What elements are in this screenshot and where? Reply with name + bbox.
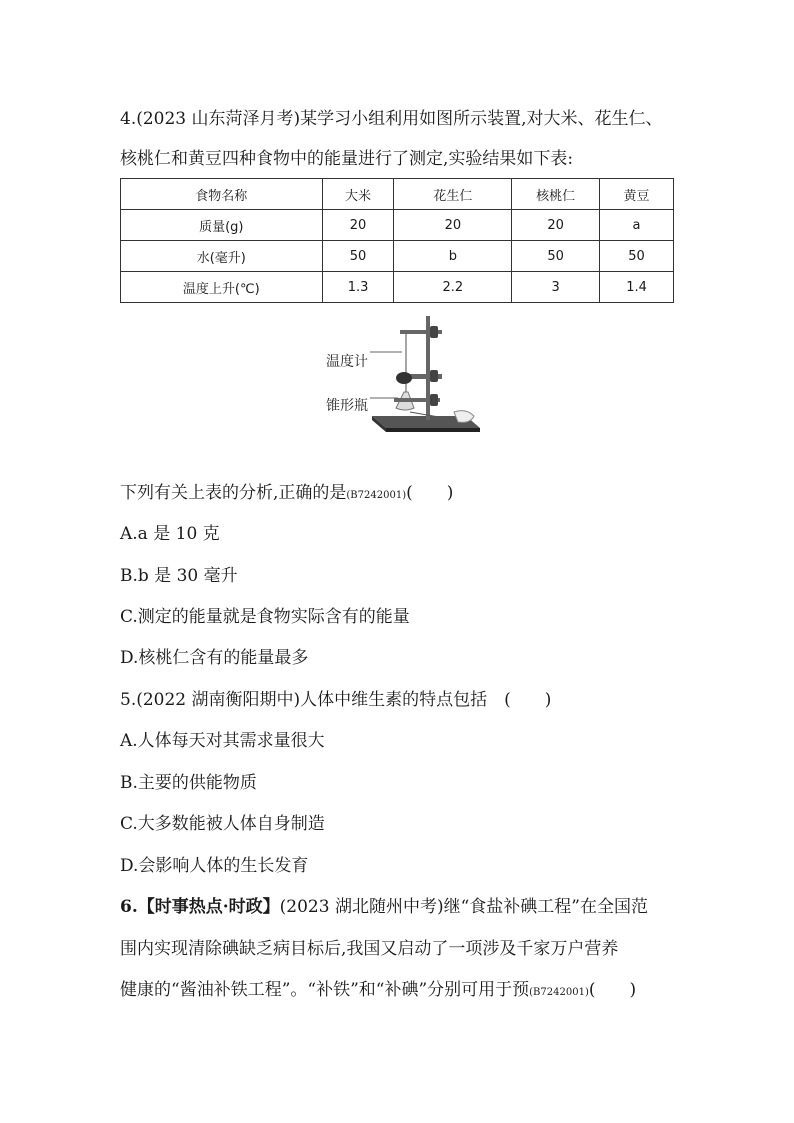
question-code: (B7242001) [346, 490, 407, 501]
table-header-cell: 大米 [322, 179, 394, 210]
table-row [121, 272, 674, 303]
table-cell: 20 [394, 210, 512, 241]
q6-line1: 6.【时事热点·时政】(2023 湖北随州中考)继“食盐补碘工程”在全国范 [120, 897, 648, 917]
q5-line: 5.(2022 湖南衡阳期中)人体中维生素的特点包括 ( ) [120, 690, 552, 710]
table-cell: 50 [322, 241, 394, 272]
table-cell: 1.4 [600, 272, 674, 303]
q6-line3: 健康的“酱油补铁工程”。“补铁”和“补碘”分别可用于预(B7242001)( ) [120, 980, 637, 1000]
apparatus-illustration [370, 312, 490, 434]
table-header-cell: 核桃仁 [512, 179, 600, 210]
table-cell: 3 [512, 272, 600, 303]
q4-line2: 核桃仁和黄豆四种食物中的能量进行了测定,实验结果如下表: [120, 149, 574, 169]
table-header-cell: 食物名称 [121, 179, 323, 210]
q5-option-b: B.主要的供能物质 [120, 773, 257, 793]
table-header-cell: 黄豆 [600, 179, 674, 210]
q5-option-a: A.人体每天对其需求量很大 [120, 731, 325, 751]
table-row [121, 210, 674, 241]
q4-option-d: D.核桃仁含有的能量最多 [120, 648, 309, 668]
q4-option-b: B.b 是 30 毫升 [120, 566, 238, 586]
table-cell: b [394, 241, 512, 272]
table-cell: 1.3 [322, 272, 394, 303]
q4-option-a: A.a 是 10 克 [120, 524, 220, 544]
q4-line1: 4.(2023 山东菏泽月考)某学习小组利用如图所示装置,对大米、花生仁、 [120, 109, 663, 129]
q6-line2: 围内实现清除碘缺乏病目标后,我国又启动了一项涉及千家万户营养 [120, 939, 619, 959]
table-header-row [121, 179, 674, 210]
table-cell: 质量(g) [121, 210, 323, 241]
table-cell: 50 [512, 241, 600, 272]
thermometer-label: 温度计 [326, 354, 368, 370]
q4-question: 下列有关上表的分析,正确的是(B7242001)( ) [120, 483, 454, 503]
q5-option-d: D.会影响人体的生长发育 [120, 856, 309, 876]
table-cell: 50 [600, 241, 674, 272]
food-energy-table [120, 178, 674, 303]
table-cell: 水(毫升) [121, 241, 323, 272]
table-cell: 2.2 [394, 272, 512, 303]
table-header-cell: 花生仁 [394, 179, 512, 210]
table-row [121, 241, 674, 272]
table-cell: a [600, 210, 674, 241]
flask-label: 锥形瓶 [326, 398, 368, 414]
table-cell: 20 [512, 210, 600, 241]
q6-tag: 6.【时事热点·时政】 [120, 897, 280, 917]
q5-option-c: C.大多数能被人体自身制造 [120, 814, 325, 834]
q4-option-c: C.测定的能量就是食物实际含有的能量 [120, 607, 410, 627]
table-cell: 20 [322, 210, 394, 241]
answer-blank: ( ) [588, 980, 637, 1000]
answer-blank: ( ) [406, 483, 454, 503]
table-cell: 温度上升(℃) [121, 272, 323, 303]
question-code: (B7242001) [529, 987, 589, 998]
